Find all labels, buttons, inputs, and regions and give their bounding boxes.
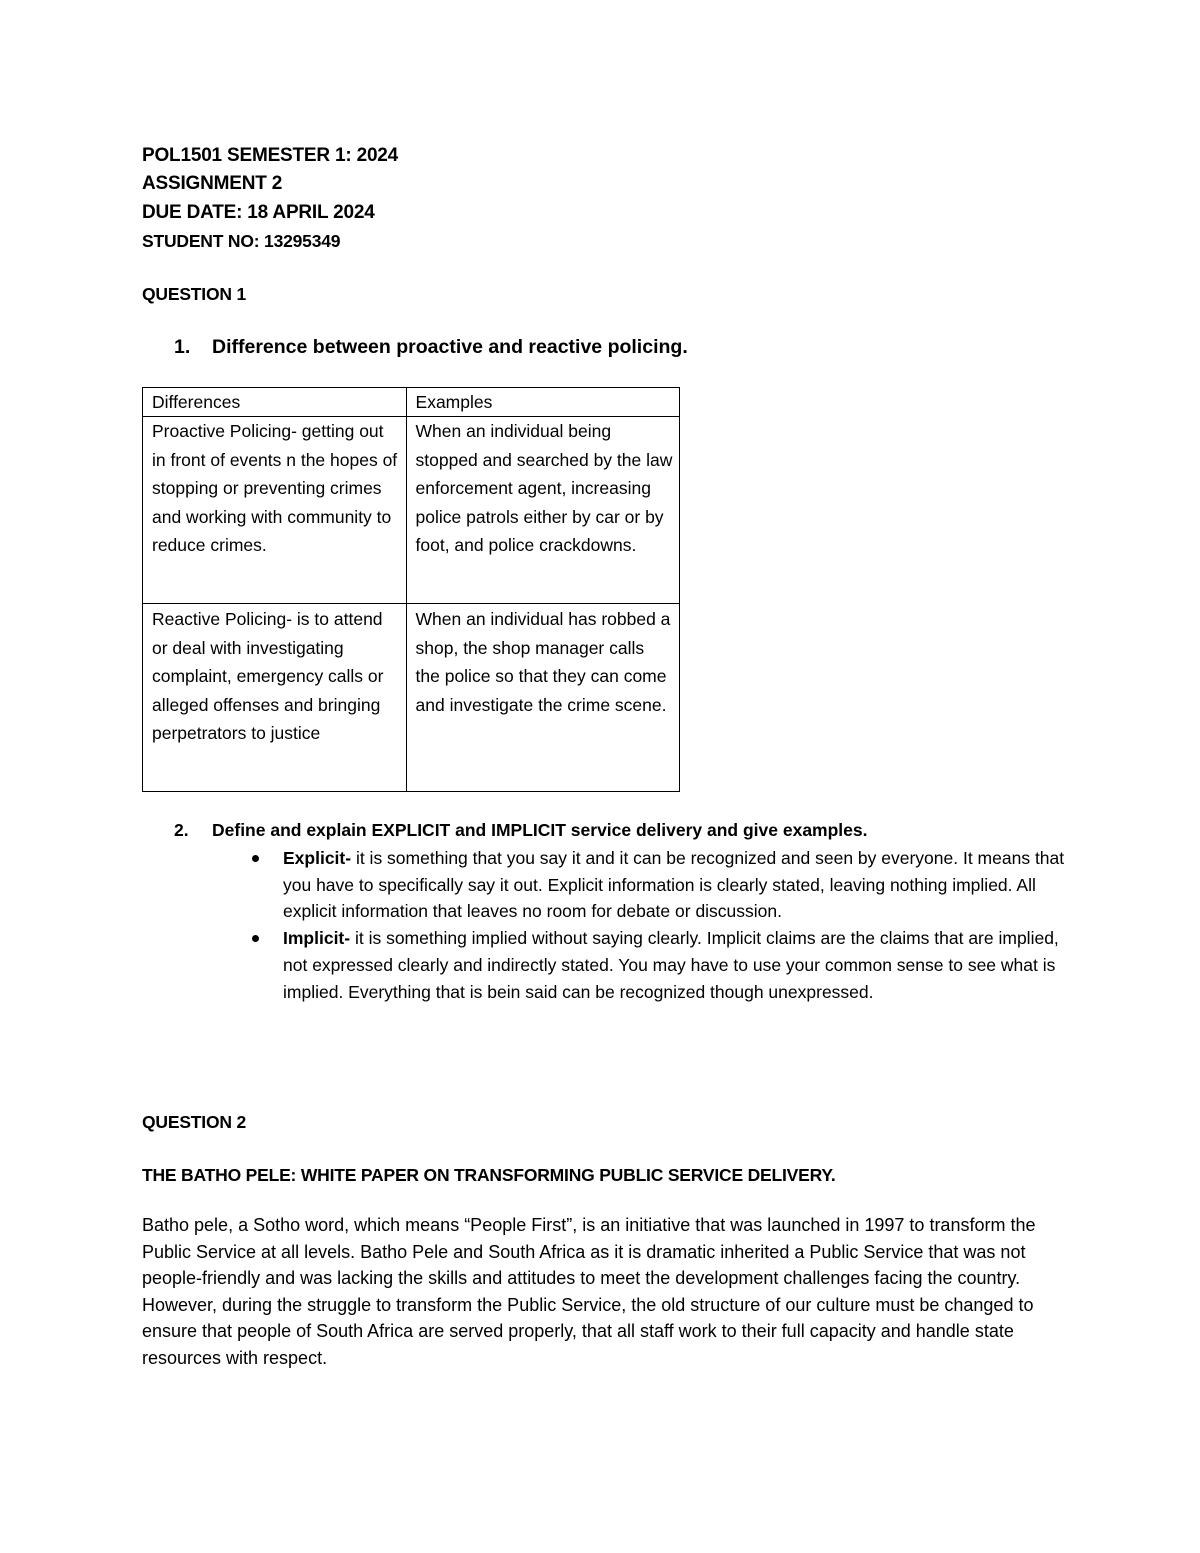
explicit-implicit-list: [245, 845, 1065, 1005]
item1-text: Difference between proactive and reactive policing.: [212, 336, 688, 358]
differences-table: [142, 387, 680, 792]
bullet-icon: [252, 935, 259, 942]
proactive-difference-cell: Proactive Policing- getting out in front of events n the hopes of stopping or preventing crimes and working with community to reduce crimes.: [143, 417, 407, 604]
explicit-term: Explicit-: [283, 848, 352, 868]
assignment-line: ASSIGNMENT 2: [142, 173, 283, 194]
reactive-difference-cell: Reactive Policing- is to attend or deal with investigating complaint, emergency calls or alleged offenses and bringing perpetrators to justice: [143, 604, 407, 792]
list-item-explicit: [245, 845, 1065, 925]
item2-text: Define and explain EXPLICIT and IMPLICIT service delivery and give examples.: [212, 820, 868, 840]
item1-number: 1.: [174, 336, 191, 358]
table-row: [143, 604, 680, 792]
table-header-examples: Examples: [406, 388, 679, 417]
table-header-differences: Differences: [143, 388, 407, 417]
question2-subheading: THE BATHO PELE: WHITE PAPER ON TRANSFORMING PUBLIC SERVICE DELIVERY.: [142, 1165, 836, 1185]
proactive-example-cell: When an individual being stopped and searched by the law enforcement agent, increasing police patrols either by car or by foot, and police crackdowns.: [406, 417, 679, 604]
course-line: POL1501 SEMESTER 1: 2024: [142, 145, 399, 166]
implicit-term: Implicit-: [283, 928, 351, 949]
list-item-implicit: [245, 925, 1065, 1005]
table-header-row: [143, 388, 680, 417]
implicit-definition: it is something implied without saying clearly. Implicit claims are the claims that are implied, not expressed clearly and indirectly stated. You may have to use your common sense to see what is implied. Everything that is bein said can be recognized though unexpressed.: [283, 928, 1059, 1002]
question1-item1: [174, 336, 774, 364]
student-number-line: STUDENT NO: 13295349: [142, 231, 341, 251]
batho-pele-paragraph: Batho pele, a Sotho word, which means “People First”, is an initiative that was launched in 1997 to transform the Public Service at all levels. Batho Pele and South Africa as it is dramatic inherited a Public Service that was not people-friendly and was lacking the skills and attitudes to meet the development challenges facing the country. However, during the struggle to transform the Public Service, the old structure of our culture must be changed to ensure that people of South Africa are served properly, that all staff work to their full capacity and handle state resources with respect.: [142, 1215, 1036, 1368]
bullet-icon: [252, 855, 259, 862]
question1-heading: QUESTION 1: [142, 284, 246, 304]
item2-number: 2.: [174, 820, 189, 840]
due-date-line: DUE DATE: 18 APRIL 2024: [142, 202, 375, 223]
table-row: [143, 417, 680, 604]
reactive-example-cell: When an individual has robbed a shop, the shop manager calls the police so that they can come and investigate the crime scene.: [406, 604, 679, 792]
explicit-definition: it is something that you say it and it can be recognized and seen by everyone. It means that you have to specifically say it out. Explicit information is clearly stated, leaving nothing implied. All explicit information that leaves no room for debate or discussion.: [283, 848, 1065, 922]
question1-item2: [174, 820, 974, 844]
question2-heading: QUESTION 2: [142, 1112, 246, 1132]
